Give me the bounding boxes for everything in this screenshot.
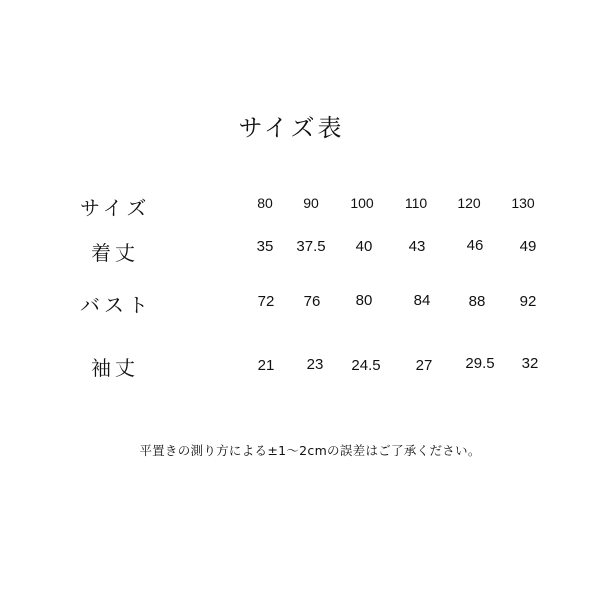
table-cell: 84 <box>413 292 431 309</box>
table-cell: 21 <box>257 357 275 374</box>
measurement-note: 平置きの測り方による±1〜2cmの誤差はご了承ください。 <box>139 443 481 458</box>
table-cell: 40 <box>355 238 373 255</box>
table-cell: 49 <box>519 238 537 255</box>
header-cell: 120 <box>457 195 481 211</box>
table-cell: 43 <box>408 238 426 255</box>
table-cell: 80 <box>355 292 373 309</box>
table-cell: 76 <box>303 293 321 310</box>
row-label-size: サイズ <box>80 196 151 220</box>
row-label-length: 着丈 <box>91 241 139 265</box>
table-cell: 27 <box>415 357 433 374</box>
table-cell: 32 <box>521 355 539 372</box>
header-cell: 90 <box>303 195 319 211</box>
row-label-sleeve: 袖丈 <box>91 356 139 380</box>
header-cell: 100 <box>350 195 374 211</box>
table-cell: 24.5 <box>351 357 381 374</box>
row-label-bust: バスト <box>80 293 152 317</box>
table-cell: 46 <box>466 237 484 254</box>
table-cell: 72 <box>257 293 275 310</box>
header-cell: 80 <box>257 195 273 211</box>
table-cell: 23 <box>306 356 324 373</box>
table-cell: 37.5 <box>296 238 326 255</box>
header-cell: 110 <box>404 195 428 211</box>
page-title: サイズ表 <box>238 114 345 142</box>
table-cell: 88 <box>468 293 486 310</box>
table-cell: 29.5 <box>465 355 495 372</box>
table-cell: 92 <box>519 293 537 310</box>
table-cell: 35 <box>256 238 274 255</box>
header-cell: 130 <box>511 195 535 211</box>
